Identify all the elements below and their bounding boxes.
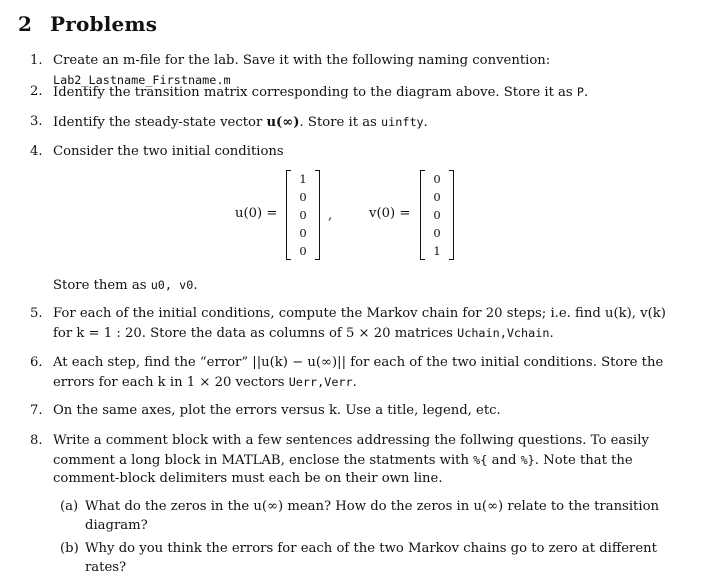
math-u-infinity: u(∞) [266,115,300,130]
section-number: 2 [18,12,33,36]
item-text: Identify the steady-state vector [53,115,267,130]
sub-item-a [60,498,710,535]
item-number: 8. [30,433,43,448]
vector-separator: , [328,208,333,223]
item-text-line: for k = 1 : 20. Store the data as columns of 5 × 20 matrices [53,325,458,341]
item-number: 2. [30,84,43,99]
item-text: Store them as [53,278,151,293]
item-code: P [576,85,584,99]
list-item [30,83,710,103]
sub-item-label: (b) [60,541,79,556]
item-code: Uerr,Verr [288,374,353,389]
item-number: 4. [30,144,43,159]
sub-item-b [60,540,710,577]
item-text: Consider the two initial conditions [53,144,284,159]
list-item [30,143,710,162]
vector-entry: 1 [433,244,441,258]
initial-condition-vectors [0,168,723,264]
vector-entry: 0 [433,172,441,186]
item-text-mid: and [487,452,521,468]
item-number: 5. [30,306,43,321]
item-text-line: Write a comment block with a few sentences addressing the follwing questions. To easily [53,433,649,448]
item-text-end: . [352,374,357,390]
item-text-line: At each step, find the “error” ||u(k) − u(∞)|| for each of the two initial conditions. Store the [53,355,664,370]
item-code: u0, v0 [150,278,194,292]
vector-entry: 1 [299,172,307,186]
item-text-line: For each of the initial conditions, compute the Markov chain for 20 steps; i.e. find u(k), v(k) [53,306,666,321]
item-text-line: errors for each k in 1 × 20 vectors [53,374,289,390]
vector-entry: 0 [433,226,441,240]
vector-entry: 0 [433,190,441,204]
item-text: On the same axes, plot the errors versus k. Use a title, legend, etc. [53,403,501,418]
u0-vector [286,170,320,260]
vector-entry: 0 [299,226,307,240]
vector-entry: 0 [299,208,307,222]
item-text: Create an m-file for the lab. Save it with the following naming convention: [53,53,551,68]
vector-entry: 0 [433,208,441,222]
item-number: 6. [30,355,43,370]
item-text-mid: . Store it as [299,115,382,130]
item-code: %{ [473,452,488,467]
item-text-end: . [193,278,198,293]
list-item [30,432,710,489]
v0-label: v(0) = [369,206,411,221]
sub-item-label: (a) [60,499,79,514]
item-number: 7. [30,403,43,418]
store-line [30,276,710,296]
sub-item-line: diagram? [85,517,148,533]
sub-item-line: rates? [85,559,127,575]
list-item [30,305,710,343]
vector-entry: 0 [299,190,307,204]
sub-item-line: What do the zeros in the u(∞) mean? How do the zeros in u(∞) relate to the transition [85,499,659,514]
item-text-line: comment-block delimiters must each be on their own line. [53,471,443,486]
list-item [30,354,710,392]
item-number: 3. [30,114,43,129]
item-text-end: . [584,85,589,100]
item-text-end: . Note that the [534,452,633,468]
list-item [30,402,710,421]
vector-entry: 0 [299,244,307,258]
item-text-end: . [423,115,428,130]
v0-vector [420,170,454,260]
item-code: Lab2_Lastname_Firstname.m [53,72,231,87]
section-heading [18,12,157,36]
section-title: Problems [50,12,158,36]
u0-label: u(0) = [235,206,278,221]
item-text: Identify the transition matrix corresponding to the diagram above. Store it as [53,85,577,100]
list-item [30,113,710,133]
item-text-end: . [549,325,554,341]
item-number: 1. [30,53,43,68]
sub-item-line: Why do you think the errors for each of the two Markov chains go to zero at different [85,541,657,556]
item-code: Uchain,Vchain [457,325,550,340]
item-text-line: comment a long block in MATLAB, enclose the statments with [53,452,474,468]
item-code: %} [520,452,535,467]
item-code: uinfty [381,115,424,129]
